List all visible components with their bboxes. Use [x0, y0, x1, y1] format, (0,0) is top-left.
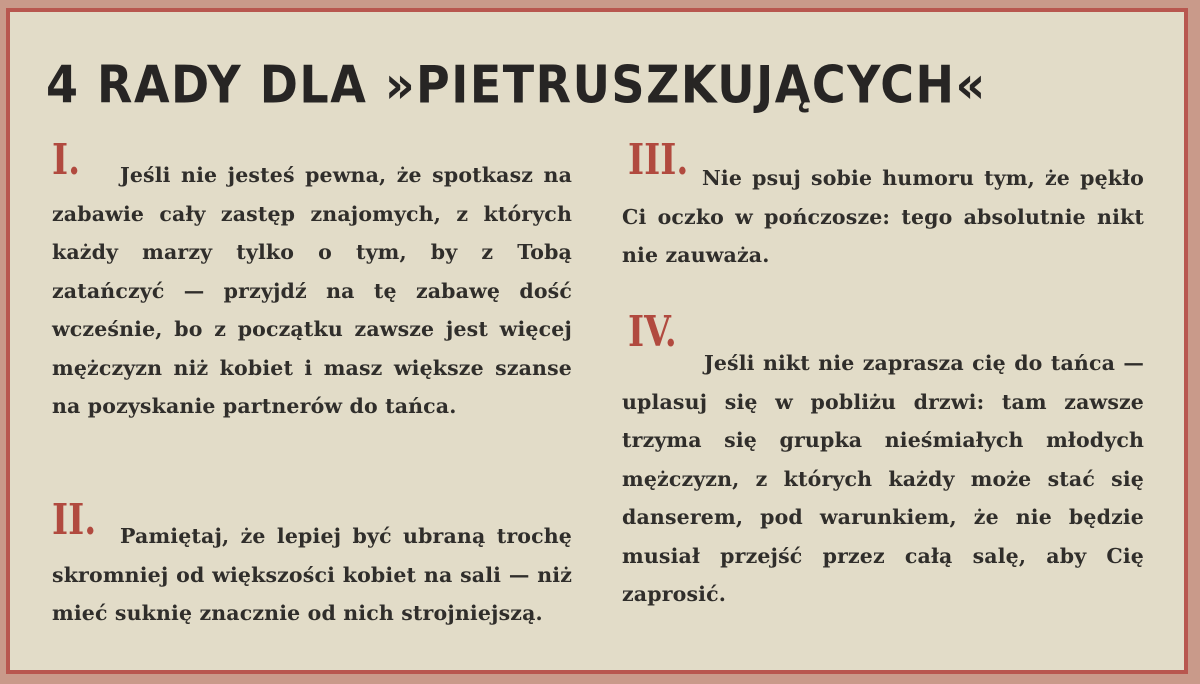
tip-1-numeral: I.: [52, 135, 81, 184]
tip-3-text-content: Nie psuj sobie humoru tym, że pękło Ci oczko w pończosze: tego absolutnie nikt nie zauważa.: [622, 166, 1144, 267]
tip-2-text-content: Pamiętaj, że lepiej być ubraną trochę skromniej od większości kobiet na sali — niż mieć suknię znacznie od nich strojniejszą.: [52, 524, 572, 625]
tip-4-text-content: Jeśli nikt nie zaprasza cię do tańca — uplasuj się w pobliżu drzwi: tam zawsze trzyma się grupka nieśmiałych młodych mężczyzn, z których każdy może stać się danserem, pod warunkiem, że nie będzie musiał przejść przez całą salę, aby Cię zaprosić.: [622, 351, 1144, 606]
tip-4-numeral: IV.: [628, 307, 677, 356]
tip-3-text: [622, 159, 1144, 275]
tip-2-numeral: II.: [52, 495, 97, 544]
tip-3-numeral: III.: [628, 135, 689, 184]
article-frame: [6, 8, 1188, 674]
tip-1-text: [52, 156, 572, 426]
tip-2-text: [52, 517, 572, 633]
article-title: 4 RADY DLA »PIETRUSZKUJĄCYCH«: [46, 54, 987, 115]
tip-4-text: [622, 344, 1144, 614]
tip-1-text-content: Jeśli nie jesteś pewna, że spotkasz na zabawie cały zastęp znajomych, z których każdy marzy tylko o tym, by z Tobą zatańczyć — przyjdź na tę zabawę dość wcześnie, bo z początku zawsze jest więcej mężczyzn niż kobiet i masz większe szanse na pozyskanie partnerów do tańca.: [52, 163, 572, 418]
